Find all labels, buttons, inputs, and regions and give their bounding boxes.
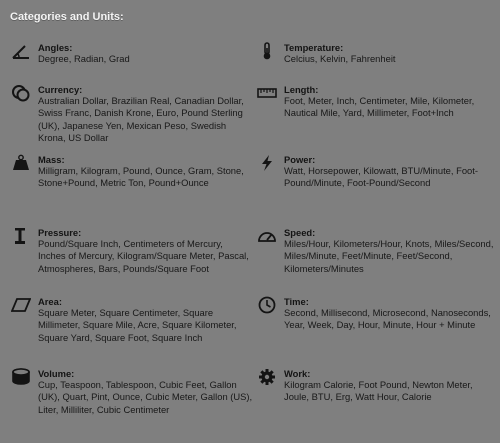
angle-icon [11,42,31,60]
cylinder-icon [11,368,31,386]
category-units: Miles/Hour, Kilometers/Hour, Knots, Miles/Second, Miles/Minute, Feet/Minute, Feet/Second, Kilometers/Minutes [284,238,494,274]
category-units: Square Meter, Square Centimeter, Square Millimeter, Square Mile, Acre, Square Kilometer, Square Yard, Square Foot, Square Inch [38,307,237,343]
coins-icon [11,84,31,102]
ruler-icon [257,84,277,102]
clock-icon [257,296,277,314]
thermometer-icon [257,42,277,60]
speedometer-icon [257,227,277,245]
category-units: Watt, Horsepower, Kilowatt, BTU/Minute, Foot-Pound/Minute, Foot-Pound/Second [284,165,478,189]
page-heading: Categories and Units: [10,11,124,23]
category-title: Volume: [38,368,75,379]
category-title: Power: [284,154,316,165]
category-units: Kilogram Calorie, Foot Pound, Newton Meter, Joule, BTU, Erg, Watt Hour, Calorie [284,379,473,403]
category-units: Pound/Square Inch, Centimeters of Mercury, Inches of Mercury, Kilogram/Square Meter, Pascal, Atmospheres, Bars, Pounds/Square Foot [38,238,249,274]
category-units: Milligram, Kilogram, Pound, Ounce, Gram, Stone, Stone+Pound, Metric Ton, Pound+Ounce [38,165,244,189]
category-units: Second, Millisecond, Microsecond, Nanoseconds, Year, Week, Day, Hour, Minute, Hour + Minute [284,307,491,331]
pump-icon [11,227,31,245]
weight-icon [11,154,31,172]
category-units: Cup, Teaspoon, Tablespoon, Cubic Feet, Gallon (UK), Quart, Pint, Ounce, Cubic Meter, Gallon (US), Liter, Milliliter, Cubic Centimeter [38,379,253,415]
category-units: Degree, Radian, Grad [38,53,130,64]
category-title: Mass: [38,154,65,165]
category-title: Currency: [38,84,83,95]
category-title: Work: [284,368,311,379]
area-icon [11,296,31,314]
category-title: Area: [38,296,62,307]
lightning-icon [257,154,277,172]
category-title: Speed: [284,227,316,238]
category-title: Length: [284,84,319,95]
category-units: Australian Dollar, Brazilian Real, Canadian Dollar, Swiss Franc, Danish Krone, Euro, Pound Sterling (UK), Japanese Yen, Mexican Peso, Swedish Krona, US Dollar [38,95,244,144]
category-title: Temperature: [284,42,344,53]
category-units: Celcius, Kelvin, Fahrenheit [284,53,396,64]
gear-icon [257,368,277,386]
category-title: Pressure: [38,227,82,238]
category-title: Angles: [38,42,73,53]
category-title: Time: [284,296,309,307]
category-units: Foot, Meter, Inch, Centimeter, Mile, Kilometer, Nautical Mile, Yard, Millimeter, Foot+Inch [284,95,475,119]
